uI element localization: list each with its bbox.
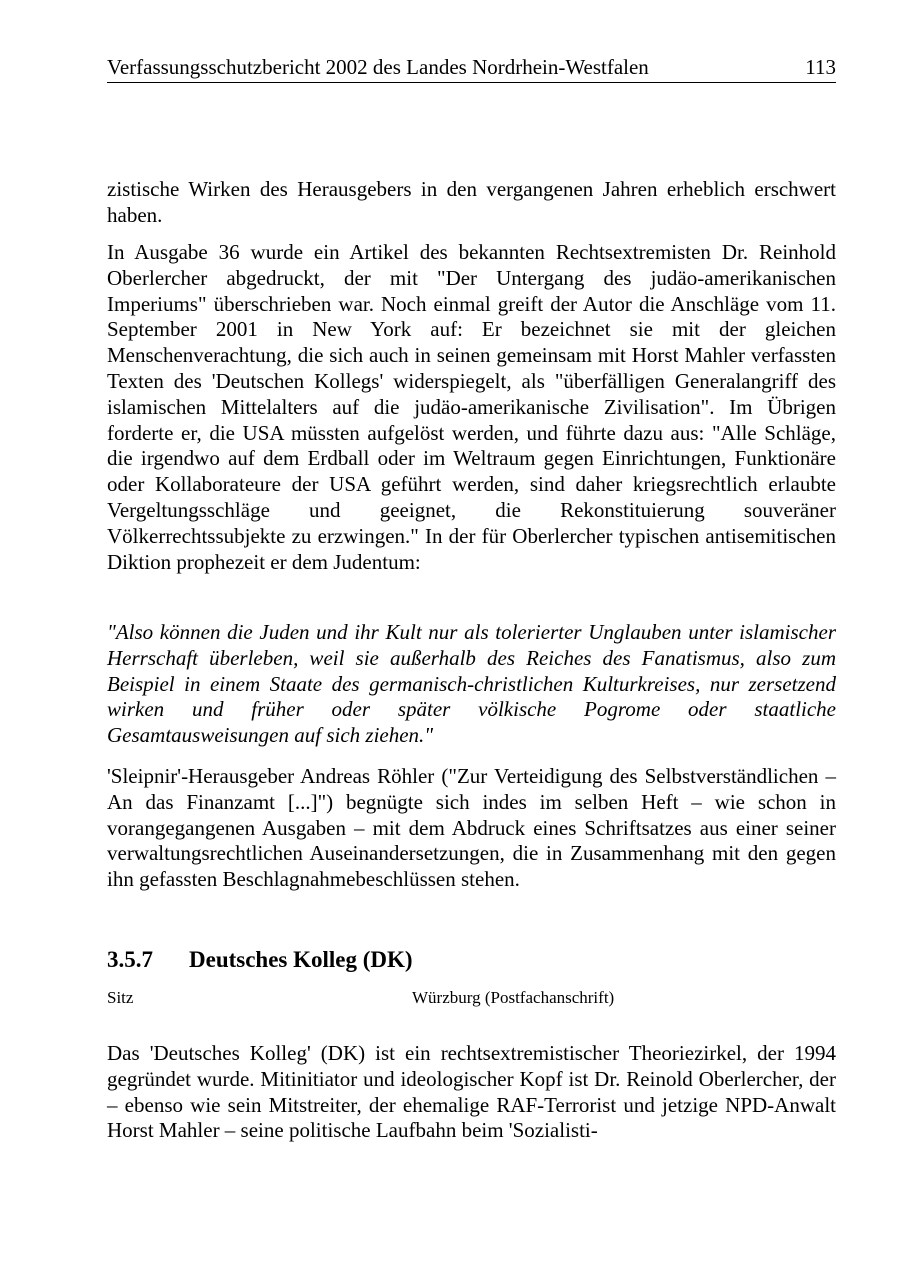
meta-label-sitz: Sitz [107, 988, 134, 1007]
block-quote: "Also können die Juden und ihr Kult nur als tolerierter Unglauben unter islamischer Herrschaft überleben, weil sie außerhalb des Reiches des Fanatismus, also zum Beispiel in einem Staate des germanisch-christlichen Kulturkreises, nur zersetzend wirken und früher oder später völkische Pogrome oder staatliche Gesamtausweisungen auf sich ziehen." [107, 620, 836, 748]
paragraph-sleipnir: 'Sleipnir'-Herausgeber Andreas Röhler ("Zur Verteidigung des Selbstverständlichen – An das Finanzamt [...]") begnügte sich indes im selben Heft – wie schon in vorangegangenen Ausgaben – mit dem Abdruck eines Schriftsatzes aus einer seiner verwaltungsrechtlichen Auseinandersetzungen, die in Zusammenhang mit den gegen ihn gefassten Beschlagnahmebeschlüssen stehen. [107, 764, 836, 892]
page-header [107, 52, 836, 83]
page-number: 113 [805, 55, 836, 79]
paragraph-continuation: zistische Wirken des Herausgebers in den vergangenen Jahren erheblich erschwert haben. [107, 177, 836, 227]
meta-value-sitz: Würzburg (Postfachanschrift) [412, 988, 615, 1007]
paragraph-deutsches-kolleg: Das 'Deutsches Kolleg' (DK) ist ein rechtsextremistischer Theoriezirkel, der 1994 gegründet wurde. Mitinitiator und ideologischer Kopf ist Dr. Reinold Oberlercher, der – ebenso wie sein Mitstreiter, der ehemalige RAF-Terrorist und jetzige NPD-Anwalt Horst Mahler – seine politische Laufbahn beim 'Sozialisti- [107, 1041, 836, 1143]
section-number: 3.5.7 [107, 947, 153, 972]
section-heading [107, 947, 413, 973]
header-title: Verfassungsschutzbericht 2002 des Landes Nordrhein-Westfalen [107, 55, 649, 79]
section-title: Deutsches Kolleg (DK) [189, 947, 413, 972]
paragraph-oberlercher-article: In Ausgabe 36 wurde ein Artikel des bekannten Rechtsextremisten Dr. Reinhold Oberlercher abgedruckt, der mit "Der Untergang des judäo-amerikanischen Imperiums" überschrieben war. Noch einmal greift der Autor die Anschläge vom 11. September 2001 in New York auf: Er bezeichnet sie mit der gleichen Menschenverachtung, die sich auch in seinen gemeinsam mit Horst Mahler verfassten Texten des 'Deutschen Kollegs' widerspiegelt, als "überfälligen Generalangriff des islamischen Mittelalters auf die judäo-amerikanische Zivilisation". Im Übrigen forderte er, die USA müssten aufgelöst werden, und führte dazu aus: "Alle Schläge, die irgendwo auf dem Erdball oder im Weltraum gegen Einrichtungen, Funktionäre oder Kollaborateure der USA geführt werden, sind daher kriegsrechtlich erlaubte Vergeltungsschläge und geeignet, die Rekonstituierung souveräner Völkerrechtssubjekte zu erzwingen." In der für Oberlercher typischen antisemitischen Diktion prophezeit er dem Judentum: [107, 240, 836, 574]
